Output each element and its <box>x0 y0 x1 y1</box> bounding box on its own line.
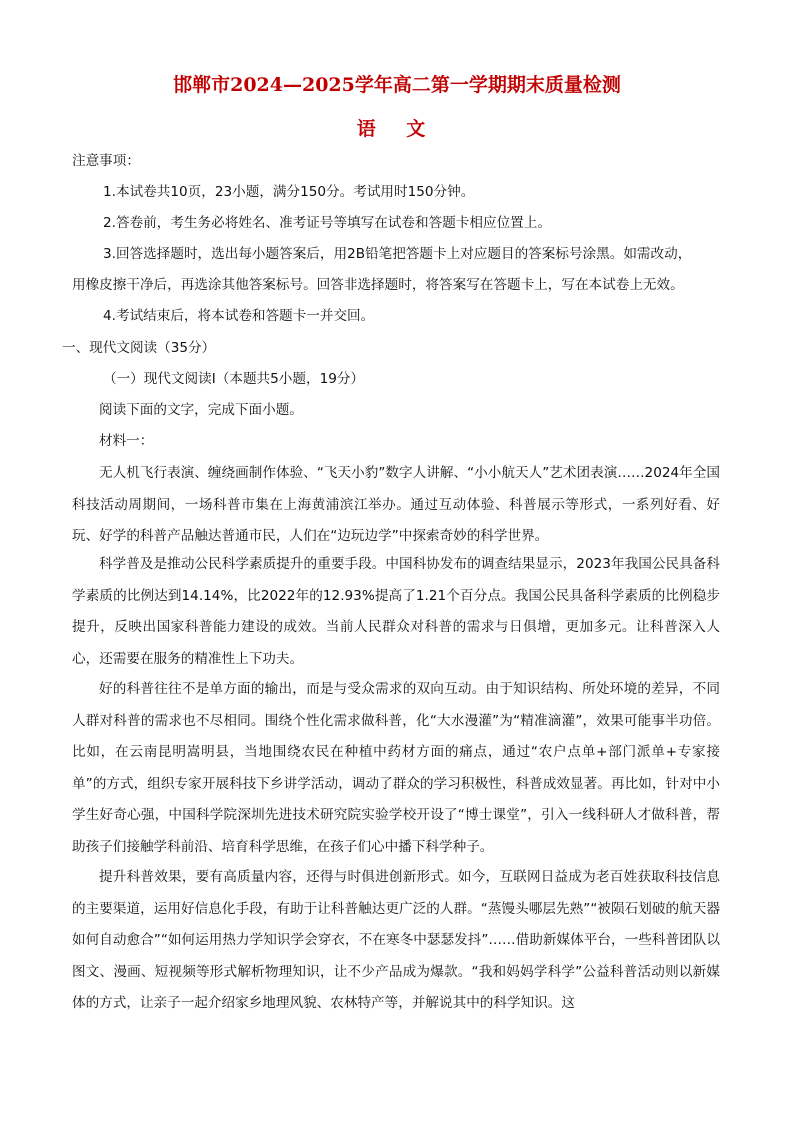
notice-item: 1.本试卷共10页，23小题，满分150分。考试用时150分钟。 <box>103 184 475 200</box>
subject-title: 语 文 <box>356 118 438 140</box>
paragraph: 好的科普往往不是单方面的输出，而是与受众需求的双向互动。由于知识结构、所处环境的差异，不同人群对科普的需求也不尽相同。围绕个性化需求做科普，化“大水漫灌”为“精准滴灌”，效果可能事半功倍。比如，在云南昆明嵩明县，当地围绕农民在种植中药材方面的痛点，通过“农户点单+部门派单+专家接单”的方式，组织专家开展科技下乡讲学活动，调动了群众的学习积极性，科普成效显著。再比如，针对中小学生好奇心强，中国科学院深圳先进技术研究院实验学校开设了“博士课堂”，引入一线科研人才做科普，帮助孩子们接触学科前沿、培育科学思维，在孩子们心中播下科学种子。 <box>72 681 720 855</box>
section-heading: 一、现代文阅读（35分） <box>62 340 216 356</box>
notice-item: 2.答卷前，考生务必将姓名、准考证号等填写在试卷和答题卡相应位置上。 <box>103 215 551 231</box>
notice-item: 用橡皮擦干净后，再选涂其他答案标号。回答非选择题时，将答案写在答题卡上，写在本试卷上无效。 <box>72 277 684 293</box>
paragraph: 提升科普效果，要有高质量内容，还得与时俱进创新形式。如今，互联网日益成为老百姓获取科技信息的主要渠道，运用好信息化手段，有助于让科普触达更广泛的人群。“蒸馒头哪层先熟”“被陨石划破的航天器如何自动愈合”“如何运用热力学知识学会穿衣，不在寒冬中瑟瑟发抖”……借助新媒体平台，一些科普团队以图文、漫画、短视频等形式解析物理知识，让不少产品成为爆款。“我和妈妈学科学”公益科普活动则以新媒体的方式，让亲子一起介绍家乡地理风貌、农林特产等，并解说其中的科学知识。这 <box>72 869 720 1011</box>
notice-item: 4.考试结束后，将本试卷和答题卡一并交回。 <box>103 308 375 324</box>
notice-item: 3.回答选择题时，选出每小题答案后，用2B铅笔把答题卡上对应题目的答案标号涂黑。如需改动， <box>103 246 692 262</box>
paragraph: 无人机飞行表演、缠绕画制作体验、“飞天小豹”数字人讲解、“小小航天人”艺术团表演……2024年全国科技活动周期间，一场科普市集在上海黄浦滨江举办。通过互动体验、科普展示等形式，一系列好看、好玩、好学的科普产品触达普通市民，人们在“边玩边学”中探索奇妙的科学世界。 <box>72 465 720 544</box>
notice-heading: 注意事项： <box>72 153 140 169</box>
material-label: 材料一： <box>99 433 154 449</box>
exam-title: 邯郸市2024—2025学年高二第一学期期末质量检测 <box>173 74 621 96</box>
sub-section-heading: （一）现代文阅读Ⅰ（本题共5小题，19分） <box>103 371 365 387</box>
paragraph: 科学普及是推动公民科学素质提升的重要手段。中国科协发布的调查结果显示，2023年我国公民具备科学素质的比例达到14.14%，比2022年的12.93%提高了1.21个百分点。我国公民具备科学素质的比例稳步提升，反映出国家科普能力建设的成效。当前人民群众对科普的需求与日俱增，更加多元。让科普深入人心，还需要在服务的精准性上下功夫。 <box>72 556 720 667</box>
reading-instruction: 阅读下面的文字，完成下面小题。 <box>99 402 303 418</box>
